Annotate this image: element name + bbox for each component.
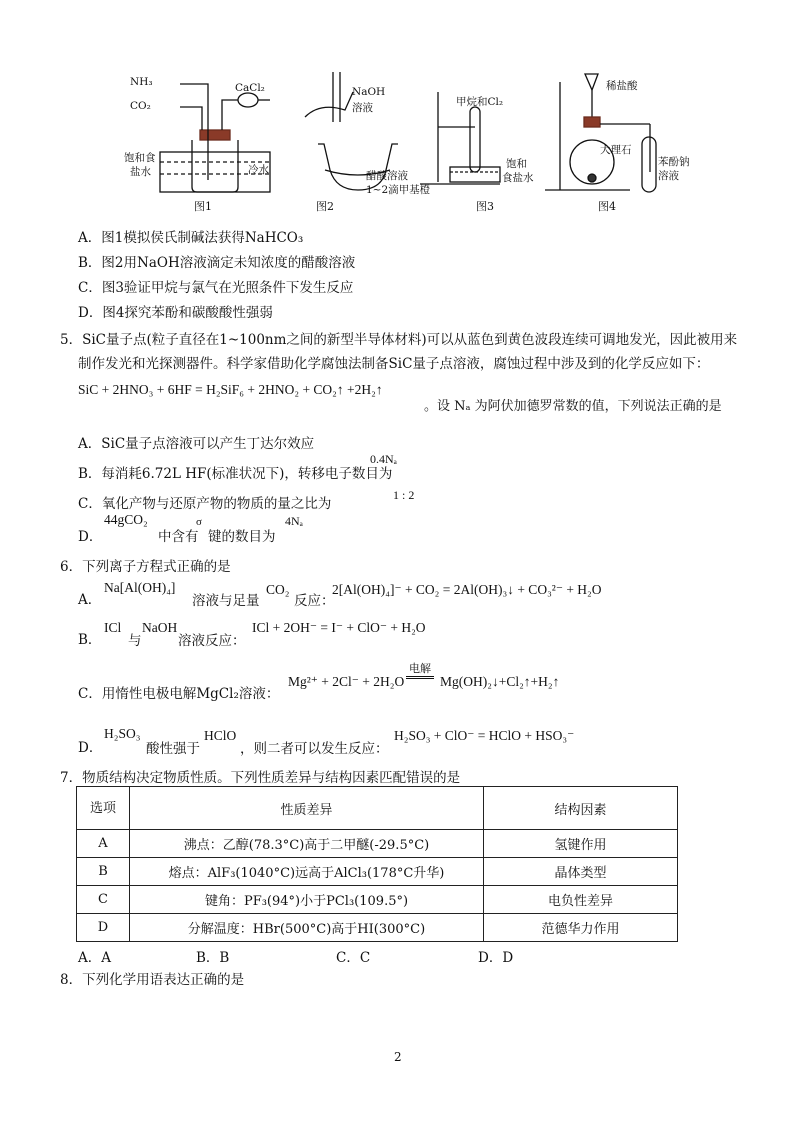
q4-option-d: D．图4探究苯酚和碳酸酸性强弱 [78,305,273,321]
table-header-row [77,787,678,830]
fig1-label-cold-water: 冷水 [248,164,269,176]
fig4-label-phenoxide: 苯酚钠 [658,156,690,168]
fig1-label-co2: CO₂ [130,100,151,112]
page-number: 2 [394,1050,402,1064]
q5-option-b: B．每消耗6.72L HF(标准状况下)，转移电子数目为 [78,466,393,482]
table-cell: 电负性差异 [484,886,678,914]
q8-stem: 8．下列化学用语表达正确的是 [60,972,245,988]
q6-option-d-mid: 酸性强于 [146,741,200,757]
q5-equation: SiC + 2HNO₃ + 6HF = H₂SiF₆ + 2HNO₂ + CO₂↑ +2H₂↑ [78,382,383,397]
q7-option-a: A．A [78,950,111,966]
table-cell: 熔点：AlF₃(1040°C)远高于AlCl₃(178°C升华) [130,858,484,886]
q6-option-c-condition: 电解 [406,660,434,679]
q4-option-a: A．图1模拟侯氏制碱法获得NaHCO₃ [78,230,304,246]
fig1-label-brine-1: 饱和食 [124,152,156,164]
table-cell: 氢键作用 [484,830,678,858]
q5-option-c: C．氧化产物与还原产物的物质的量之比为 [78,496,332,512]
table-cell: A [77,830,130,858]
q4-option-b: B．图2用NaOH溶液滴定未知浓度的醋酸溶液 [78,255,356,271]
q5-option-c-value: 1 : 2 [393,488,415,502]
fig4-label-marble: 大理石 [600,144,632,156]
q6-option-d-hclo: HClO [204,728,237,743]
q5-stem-line1: 5．SiC量子点(粒子直径在1~100nm之间的新型半导体材料)可以从蓝色到黄色波段连续可调地发光，因此被用来 [60,332,738,348]
q5-option-d-co2: 44gCO₂ [104,512,148,527]
q7-option-c: C．C [336,950,371,966]
q5-option-d-contains: 中含有 [158,529,199,545]
fig4-label-hcl: 稀盐酸 [606,80,638,92]
q6-option-a-reagent: Na[Al(OH)₄] [104,580,176,595]
table-row [77,914,678,942]
q6-option-a-co2: CO₂ [266,582,290,597]
q6-option-a-post: 反应： [294,593,335,609]
q5-option-d-bonds: 键的数目为 [208,529,276,545]
q5-option-b-value: 0.4Nₐ [370,452,397,466]
fig3-label-brine-2: 食盐水 [502,172,534,184]
q6-option-b-naoh: NaOH [142,620,178,635]
table-cell: 范德华力作用 [484,914,678,942]
fig4-caption: 图4 [598,200,616,213]
q6-option-c-text: C．用惰性电极电解MgCl₂溶液： [78,686,280,702]
fig1-label-nh3: NH₃ [130,76,153,88]
fig2-label-indicator: 1~2滴甲基橙 [366,184,431,196]
q6-option-a-mid: 溶液与足量 [192,593,260,609]
fig3-caption: 图3 [476,200,494,213]
q5-option-d-sigma: σ [196,516,202,528]
table-header-factor: 结构因素 [484,787,678,830]
q7-stem: 7．物质结构决定物质性质。下列性质差异与结构因素匹配错误的是 [60,770,461,786]
q7-option-b: B．B [196,950,230,966]
q6-option-c-equation-right: Mg(OH)₂↓+Cl₂↑+H₂↑ [440,674,560,689]
table-cell: C [77,886,130,914]
table-cell: 分解温度：HBr(500°C)高于HI(300°C) [130,914,484,942]
q4-option-c: C．图3验证甲烷与氯气在光照条件下发生反应 [78,280,354,296]
table-cell: D [77,914,130,942]
table-row [77,830,678,858]
q5-option-d-prefix: D． [78,529,103,545]
q5-option-a: A．SiC量子点溶液可以产生丁达尔效应 [78,436,315,452]
q6-option-b-mid: 与 [128,633,142,649]
q6-option-d-h2so3: H₂SO₃ [104,726,141,741]
fig3-label-gas: 甲烷和Cl₂ [456,96,504,108]
fig1-label-cacl2: CaCl₂ [235,82,265,94]
fig2-label-acetic: 醋酸溶液 [366,170,408,182]
q6-option-a-equation: 2[Al(OH)₄]⁻ + CO₂ = 2Al(OH)₃↓ + CO₃²⁻ + H₂O [332,582,602,597]
table-cell: 沸点：乙醇(78.3°C)高于二甲醚(-29.5°C) [130,830,484,858]
fig4-label-solution: 溶液 [658,170,679,182]
q6-option-b-post: 溶液反应： [178,633,246,649]
table-cell: 键角：PF₃(94°)小于PCl₃(109.5°) [130,886,484,914]
q5-option-d-value: 4Nₐ [285,514,303,528]
table-row [77,858,678,886]
fig2-label-naoh: NaOH [352,86,386,98]
table-row [77,886,678,914]
q5-stem-line2: 制作发光和光探测器件。科学家借助化学腐蚀法制备SiC量子点溶液，腐蚀过程中涉及到的化学反应如下： [78,356,710,372]
table-header-option: 选项 [77,787,130,830]
fig2-caption: 图2 [316,200,334,213]
table-cell: 晶体类型 [484,858,678,886]
q6-option-b-icl: ICl [104,620,122,635]
fig1-label-brine-2: 盐水 [130,166,151,178]
q6-option-b-prefix: B． [78,632,102,648]
q6-option-d-prefix: D． [78,740,103,756]
table-cell: B [77,858,130,886]
q6-option-d-equation: H₂SO₃ + ClO⁻ = HClO + HSO₃⁻ [394,728,575,743]
q6-stem: 6．下列离子方程式正确的是 [60,559,231,575]
q5-stem-tail: 。设 Nₐ 为阿伏加德罗常数的值，下列说法正确的是 [424,399,722,414]
q6-option-b-equation: ICl + 2OH⁻ = I⁻ + ClO⁻ + H₂O [252,620,426,635]
fig2-label-solution: 溶液 [352,102,373,114]
q7-table [76,786,678,942]
table-header-property: 性质差异 [130,787,484,830]
fig1-caption: 图1 [194,200,212,213]
figure-row [120,62,690,222]
fig3-label-brine-1: 饱和 [506,158,527,170]
q6-option-a-prefix: A． [78,592,102,608]
q7-option-d: D．D [478,950,514,966]
q6-option-d-post: ，则二者可以发生反应： [240,741,389,757]
q6-option-c-equation-left: Mg²⁺ + 2Cl⁻ + 2H₂O [288,674,405,689]
